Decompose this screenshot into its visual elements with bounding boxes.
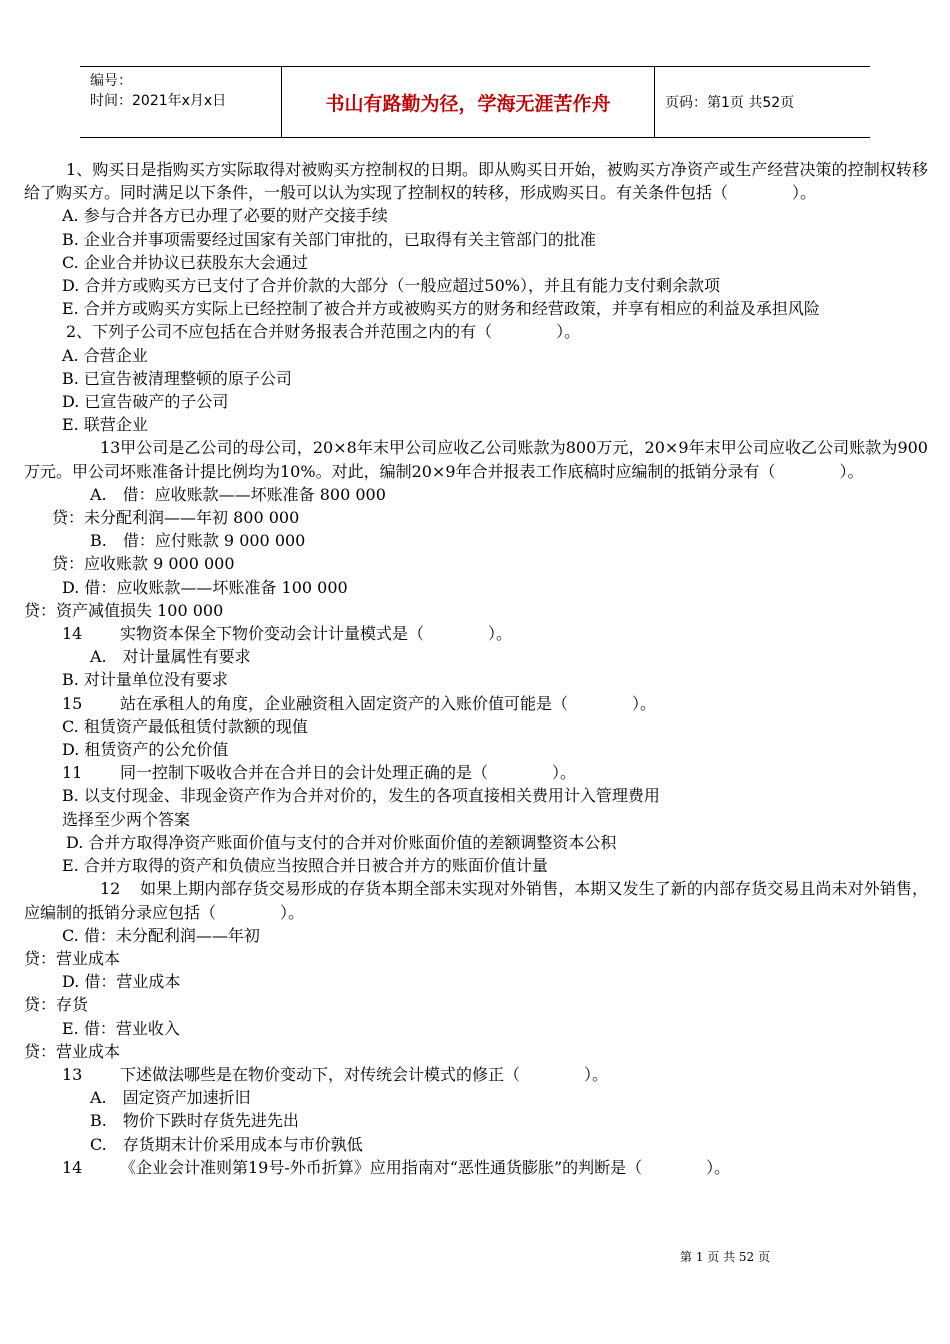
question-number: 11 xyxy=(62,763,83,783)
question-12-option-e-debit: E. 借：营业收入 xyxy=(62,1018,180,1038)
document-number: 编号： xyxy=(90,73,132,89)
question-13a-option-d-debit: D. 借：应收账款——坏账准备 100 000 xyxy=(62,577,348,597)
question-number: 15 xyxy=(62,693,83,713)
document-time: 时间：2021年x月x日 xyxy=(90,93,227,109)
document-body xyxy=(24,158,928,1179)
question-1-option-c: C. 企业合并协议已获股东大会通过 xyxy=(62,252,308,272)
question-14b-text: 14 《企业会计准则第19号-外币折算》应用指南对“恶性通货膨胀”的判断是（ ）。 xyxy=(24,1156,928,1179)
question-15-option-c: C. 租赁资产最低租赁付款额的现值 xyxy=(62,716,308,736)
question-number: 12 xyxy=(100,879,121,899)
question-2-option-e: E. 联营企业 xyxy=(62,415,148,435)
question-12-text: 12 如果上期内部存货交易形成的存货本期全部未实现对外销售，本期又发生了新的内部存货交易且尚未对外销售，应编制的抵销分录应包括（ ）。 xyxy=(24,879,928,922)
question-11-option-d: D. 合并方取得净资产账面价值与支付的合并对价账面价值的差额调整资本公积 xyxy=(66,832,617,852)
question-2-option-b: B. 已宣告被清理整顿的原子公司 xyxy=(62,368,292,388)
question-12-option-d-credit: 贷：存货 xyxy=(24,995,89,1015)
page-header xyxy=(80,66,870,138)
question-13a-option-b-credit: 贷：应收账款 9 000 000 xyxy=(52,554,235,574)
page-footer: 第 1 页 共 52 页 xyxy=(680,1250,770,1264)
question-number: 14 xyxy=(62,1157,83,1177)
question-11-option-b: B. 以支付现金、非现金资产作为合并对价的，发生的各项直接相关费用计入管理费用 xyxy=(62,786,660,806)
header-meta xyxy=(80,67,282,137)
question-11-option-e: E. 合并方取得的资产和负债应当按照合并日被合并方的账面价值计量 xyxy=(62,856,548,876)
question-1-option-a: A. 参与合并各方已办理了必要的财产交接手续 xyxy=(62,206,388,226)
question-13a-option-a-debit: A. 借：应收账款——坏账准备 800 000 xyxy=(90,484,386,504)
question-12-option-d-debit: D. 借：营业成本 xyxy=(62,972,181,992)
question-11-note: 选择至少两个答案 xyxy=(62,809,191,829)
question-13b-text: 13 下述做法哪些是在物价变动下，对传统会计模式的修正（ ）。 xyxy=(24,1063,928,1086)
question-1-text: 1、购买日是指购买方实际取得对被购买方控制权的日期。即从购买日开始，被购买方净资产或生产经营决策的控制权转移给了购买方。同时满足以下条件，一般可以认为实现了控制权的转移，形成购买日。有关条件包括（ ）。 xyxy=(24,160,928,203)
header-page-number: 页码：第1页 共52页 xyxy=(665,95,795,111)
question-2-option-d: D. 已宣告破产的子公司 xyxy=(62,392,229,412)
question-2-option-a: A. 合营企业 xyxy=(62,345,148,365)
question-13a-text: 13甲公司是乙公司的母公司，20×8年末甲公司应收乙公司账款为800万元，20×9年末甲公司应收乙公司账款为900万元。甲公司坏账准备计提比例均为10%。对此，编制20×9年合并报表工作底稿时应编制的抵销分录有（ ）。 xyxy=(24,438,928,481)
question-12-option-c-credit: 贷：营业成本 xyxy=(24,948,121,968)
question-13b-option-c: C. 存货期末计价采用成本与市价孰低 xyxy=(90,1134,363,1154)
question-13b-option-b: B. 物价下跌时存货先进先出 xyxy=(90,1111,299,1131)
question-15-option-d: D. 租赁资产的公允价值 xyxy=(62,740,229,760)
question-13a-option-d-credit: 贷：资产减值损失 100 000 xyxy=(24,600,224,620)
question-15-text: 15 站在承租人的角度，企业融资租入固定资产的入账价值可能是（ ）。 xyxy=(24,692,928,715)
question-number: 14 xyxy=(62,624,83,644)
question-1-option-b: B. 企业合并事项需要经过国家有关部门审批的，已取得有关主管部门的批准 xyxy=(62,229,596,249)
question-11-text: 11 同一控制下吸收合并在合并日的会计处理正确的是（ ）。 xyxy=(24,761,928,784)
question-1-option-d: D. 合并方或购买方已支付了合并价款的大部分（一般应超过50%），并且有能力支付剩余款项 xyxy=(62,276,720,296)
question-14a-option-a: A. 对计量属性有要求 xyxy=(90,647,251,667)
question-13b-option-a: A. 固定资产加速折旧 xyxy=(90,1088,251,1108)
question-14a-text: 14 实物资本保全下物价变动会计计量模式是（ ）。 xyxy=(24,622,928,645)
question-13a-option-b-debit: B. 借：应付账款 9 000 000 xyxy=(90,531,306,551)
question-number: 13 xyxy=(100,438,121,458)
question-14a-option-b: B. 对计量单位没有要求 xyxy=(62,670,228,690)
question-2-text: 2、下列子公司不应包括在合并财务报表合并范围之内的有（ ）。 xyxy=(66,322,581,342)
header-motto: 书山有路勤为径，学海无涯苦作舟 xyxy=(282,67,655,137)
question-1-option-e: E. 合并方或购买方实际上已经控制了被合并方或被购买方的财务和经营政策，并享有相应的利益及承担风险 xyxy=(62,299,820,319)
question-13a-option-a-credit: 贷：未分配利润——年初 800 000 xyxy=(52,508,300,528)
question-12-option-e-credit: 贷：营业成本 xyxy=(24,1041,121,1061)
question-12-option-c-debit: C. 借：未分配利润——年初 xyxy=(62,925,260,945)
question-number: 13 xyxy=(62,1064,83,1084)
